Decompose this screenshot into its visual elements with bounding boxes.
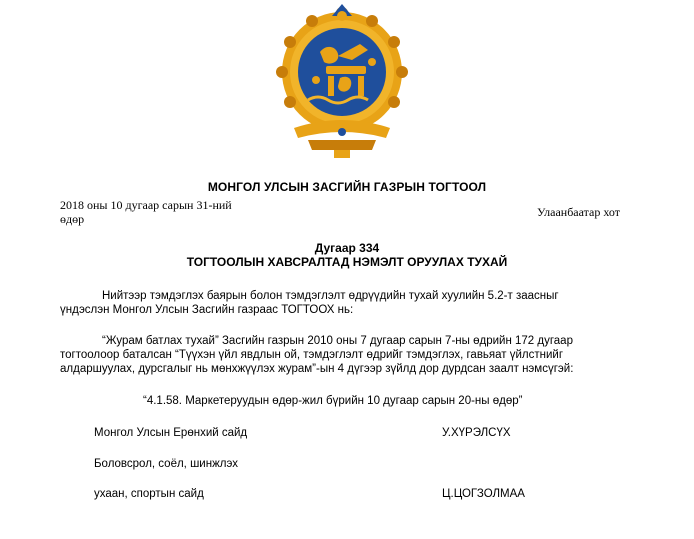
state-emblem-icon	[268, 4, 416, 160]
page-title: МОНГОЛ УЛСЫН ЗАСГИЙН ГАЗРЫН ТОГТООЛ	[207, 180, 487, 194]
paragraph-line: Нийтээр тэмдэглэх баярын болон тэмдэглэлт өдрүүдийн тухай хуулийн 5.2-т заасныг	[102, 290, 559, 302]
paragraph-line: үндэслэн Монгол Улсын Засгийн газраас ТОГТООХ нь:	[60, 304, 354, 316]
paragraph-line: алдаршуулах, дурсгалыг нь мөнхжүүлэх журам”-ын 4 дүгээр зүйлд дор дурдсан заалт нэмсүгэй:	[60, 363, 574, 375]
paragraph-line: “Журам батлах тухай” Засгийн газрын 2010 оны 7 дугаар сарын 7-ны өдрийн 172 дугаар	[102, 335, 573, 347]
amendment-quote: “4.1.58. Маркетеруудын өдөр-жил бүрийн 10 дугаар сарын 20-ны өдөр”	[143, 395, 523, 407]
decree-date: 2018 оны 10 дугаар сарын 31-ний	[60, 198, 232, 212]
signatory-role: Монгол Улсын Ерөнхий сайд	[94, 427, 248, 439]
signatory-name: У.ХҮРЭЛСҮХ	[442, 427, 511, 439]
decree-title: ТОГТООЛЫН ХАВСРАЛТАД НЭМЭЛТ ОРУУЛАХ ТУХАЙ	[186, 255, 508, 269]
signatory-role: Боловсрол, соёл, шинжлэх	[94, 458, 238, 470]
decree-city: Улаанбаатар хот	[537, 205, 620, 219]
signatory-name: Ц.ЦОГЗОЛМАА	[442, 488, 525, 500]
decree-date-continued: өдөр	[60, 212, 85, 226]
decree-number: Дугаар 334	[314, 241, 380, 255]
paragraph-line: тогтоолоор баталсан “Түүхэн үйл явдлын ой, тэмдэглэлт өдрийг тэмдэглэх, гавьяат үйлстнийг	[60, 349, 564, 361]
signatory-role-continued: ухаан, спортын сайд	[94, 488, 204, 500]
